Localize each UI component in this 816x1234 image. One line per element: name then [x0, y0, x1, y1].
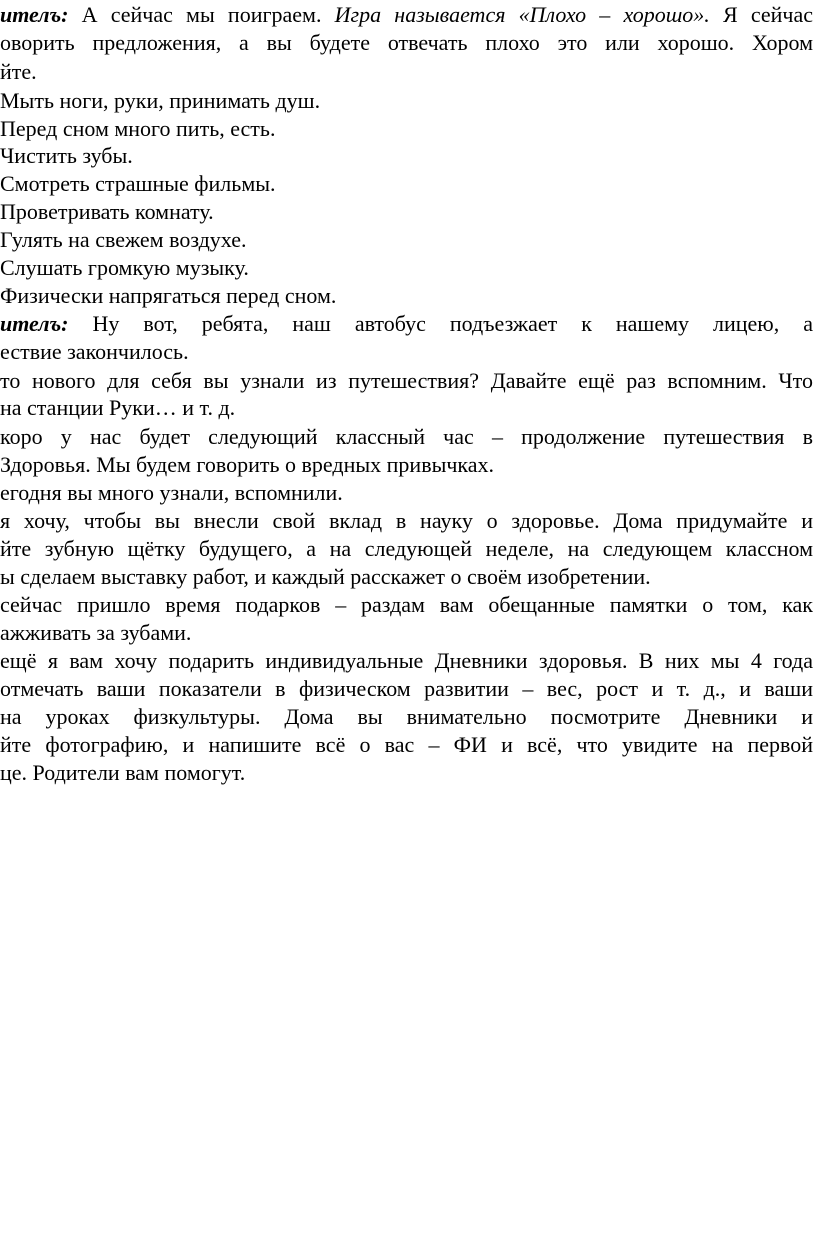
para8-line4: йте фотографию, и напишите всё о вас – ФИ и всё, что увидите на первой — [0, 732, 813, 757]
para2-line1 — [0, 310, 813, 337]
list-item: Чистить зубы. — [0, 143, 133, 168]
speaker-label: ителъ: — [0, 311, 69, 336]
list-item: Мыть ноги, руки, принимать душ. — [0, 88, 321, 113]
list-item: Смотреть страшные фильмы. — [0, 171, 276, 196]
list-item: Перед сном много пить, есть. — [0, 116, 276, 141]
para8-line2: отмечать ваши показатели в физическом развитии – вес, рост и т. д., и ваши — [0, 676, 813, 701]
para4-line2: Здоровья. Мы будем говорить о вредных привычках. — [0, 452, 495, 477]
para1-line3: йте. — [0, 59, 37, 84]
para6-line2: йте зубную щётку будущего, а на следующей неделе, на следующем классном — [0, 536, 813, 561]
para1-line2: оворить предложения, а вы будете отвечать плохо это или хорошо. Хором — [0, 30, 813, 55]
para7-line2: ажживать за зубами. — [0, 620, 192, 645]
para1-text-a: А сейчас мы поиграем. — [68, 2, 335, 27]
list-item: Гулять на свежем воздухе. — [0, 227, 247, 252]
para1-text-b: Я сейчас — [709, 2, 813, 27]
para4-line1: коро у нас будет следующий классный час – продолжение путешествия в — [0, 424, 813, 449]
para2-text: Ну вот, ребята, наш автобус подъезжает к нашему лицею, а — [68, 311, 813, 336]
list-item: Физически напрягаться перед сном. — [0, 283, 337, 308]
para8-line5: це. Родители вам помогут. — [0, 760, 246, 785]
game-name: Игра называется «Плохо – хорошо». — [334, 2, 710, 27]
para7-line1: сейчас пришло время подарков – раздам вам обещанные памятки о том, как — [0, 592, 813, 617]
para6-line1: я хочу, чтобы вы внесли свой вклад в науку о здоровье. Дома придумайте и — [0, 508, 813, 533]
list-item: Слушать громкую музыку. — [0, 255, 249, 280]
para8-line3: на уроках физкультуры. Дома вы внимательно посмотрите Дневники и — [0, 704, 813, 729]
para3-line1: то нового для себя вы узнали из путешествия? Давайте ещё раз вспомним. Что — [0, 368, 813, 393]
para2-line2: ествие закончилось. — [0, 339, 189, 364]
para5-line1: егодня вы много узнали, вспомнили. — [0, 480, 343, 505]
para1-line1 — [0, 1, 813, 28]
list-item: Проветривать комнату. — [0, 199, 214, 224]
para8-line1: ещё я вам хочу подарить индивидуальные Дневники здоровья. В них мы 4 года — [0, 648, 813, 673]
para6-line3: ы сделаем выставку работ, и каждый расскажет о своём изобретении. — [0, 564, 651, 589]
speaker-label: ителъ: — [0, 2, 69, 27]
para3-line2: на станции Руки… и т. д. — [0, 395, 236, 420]
